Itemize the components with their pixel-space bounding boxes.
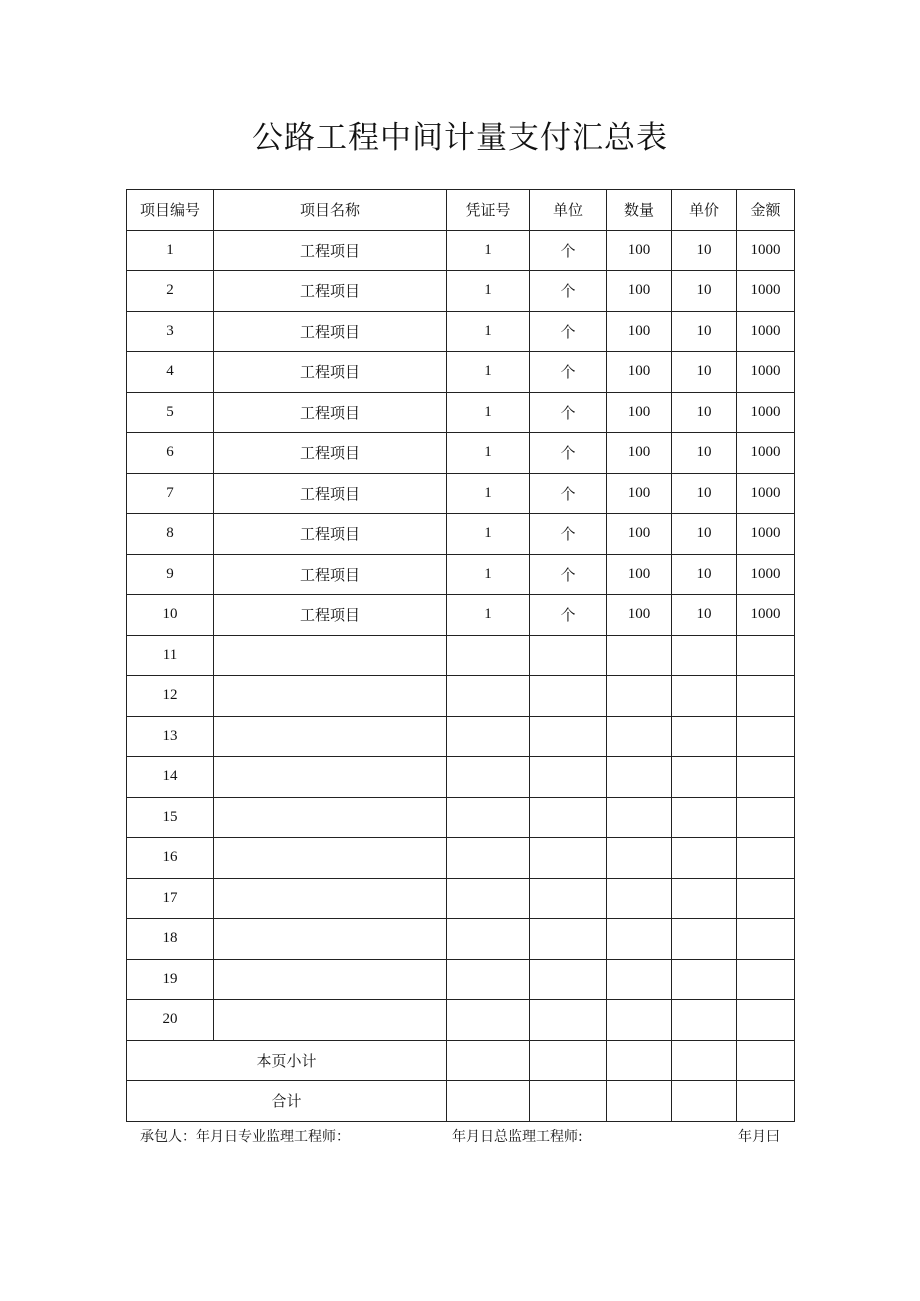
table-row xyxy=(127,676,795,717)
quantity-cell xyxy=(607,676,672,717)
total-cell xyxy=(672,1081,737,1122)
amount-cell xyxy=(737,878,795,919)
unit-price-cell: 10 xyxy=(672,311,737,352)
subtotal-cell xyxy=(737,1040,795,1081)
item-name-cell: 工程项目 xyxy=(214,595,447,636)
item-name-cell xyxy=(214,1000,447,1041)
unit-cell xyxy=(530,919,607,960)
item-name-cell: 工程项目 xyxy=(214,311,447,352)
quantity-cell: 100 xyxy=(607,473,672,514)
table-row xyxy=(127,595,795,636)
header-unit: 单位 xyxy=(530,190,607,231)
table-row xyxy=(127,554,795,595)
item-name-cell: 工程项目 xyxy=(214,514,447,555)
item-number-cell: 2 xyxy=(127,271,214,312)
unit-price-cell xyxy=(672,878,737,919)
unit-cell: 个 xyxy=(530,230,607,271)
item-name-cell xyxy=(214,716,447,757)
amount-cell xyxy=(737,716,795,757)
subtotal-label: 本页小计 xyxy=(127,1040,447,1081)
quantity-cell: 100 xyxy=(607,230,672,271)
page-title: 公路工程中间计量支付汇总表 xyxy=(252,120,668,156)
unit-cell xyxy=(530,838,607,879)
voucher-number-cell: 1 xyxy=(447,352,530,393)
payment-summary-table xyxy=(126,189,795,1122)
amount-cell: 1000 xyxy=(737,392,795,433)
header-amount: 金额 xyxy=(737,190,795,231)
chief-engineer-signature-line: 年月日总监理工程师: xyxy=(452,1129,583,1145)
total-cell xyxy=(737,1081,795,1122)
item-number-cell: 10 xyxy=(127,595,214,636)
voucher-number-cell xyxy=(447,757,530,798)
table-row xyxy=(127,392,795,433)
unit-cell xyxy=(530,797,607,838)
voucher-number-cell: 1 xyxy=(447,433,530,474)
quantity-cell xyxy=(607,959,672,1000)
amount-cell: 1000 xyxy=(737,352,795,393)
unit-cell xyxy=(530,1000,607,1041)
quantity-cell: 100 xyxy=(607,433,672,474)
unit-price-cell: 10 xyxy=(672,433,737,474)
voucher-number-cell xyxy=(447,676,530,717)
item-name-cell xyxy=(214,797,447,838)
table-row xyxy=(127,635,795,676)
amount-cell xyxy=(737,1000,795,1041)
unit-cell: 个 xyxy=(530,311,607,352)
quantity-cell xyxy=(607,757,672,798)
quantity-cell xyxy=(607,635,672,676)
item-name-cell xyxy=(214,959,447,1000)
total-cell xyxy=(607,1081,672,1122)
table-row xyxy=(127,797,795,838)
quantity-cell: 100 xyxy=(607,392,672,433)
item-number-cell: 3 xyxy=(127,311,214,352)
amount-cell xyxy=(737,797,795,838)
table-row xyxy=(127,919,795,960)
amount-cell xyxy=(737,919,795,960)
item-name-cell: 工程项目 xyxy=(214,473,447,514)
item-number-cell: 9 xyxy=(127,554,214,595)
voucher-number-cell: 1 xyxy=(447,473,530,514)
amount-cell: 1000 xyxy=(737,271,795,312)
voucher-number-cell xyxy=(447,959,530,1000)
voucher-number-cell xyxy=(447,1000,530,1041)
voucher-number-cell xyxy=(447,635,530,676)
item-number-cell: 11 xyxy=(127,635,214,676)
unit-price-cell xyxy=(672,716,737,757)
item-name-cell xyxy=(214,919,447,960)
table-row xyxy=(127,757,795,798)
subtotal-cell xyxy=(607,1040,672,1081)
amount-cell: 1000 xyxy=(737,230,795,271)
header-item-name: 项目名称 xyxy=(214,190,447,231)
voucher-number-cell xyxy=(447,797,530,838)
amount-cell: 1000 xyxy=(737,595,795,636)
table-row xyxy=(127,1000,795,1041)
unit-cell xyxy=(530,716,607,757)
table-header-row xyxy=(127,190,795,231)
quantity-cell: 100 xyxy=(607,311,672,352)
header-voucher-number: 凭证号 xyxy=(447,190,530,231)
subtotal-row xyxy=(127,1040,795,1081)
amount-cell: 1000 xyxy=(737,554,795,595)
unit-price-cell xyxy=(672,757,737,798)
unit-price-cell xyxy=(672,1000,737,1041)
table-row xyxy=(127,311,795,352)
table-row xyxy=(127,433,795,474)
unit-cell: 个 xyxy=(530,352,607,393)
item-number-cell: 5 xyxy=(127,392,214,433)
amount-cell: 1000 xyxy=(737,311,795,352)
table-row xyxy=(127,878,795,919)
quantity-cell xyxy=(607,1000,672,1041)
unit-price-cell: 10 xyxy=(672,473,737,514)
unit-cell: 个 xyxy=(530,595,607,636)
amount-cell xyxy=(737,959,795,1000)
unit-price-cell xyxy=(672,635,737,676)
signature-footer xyxy=(140,1126,780,1148)
unit-cell: 个 xyxy=(530,514,607,555)
item-name-cell: 工程项目 xyxy=(214,554,447,595)
item-name-cell xyxy=(214,838,447,879)
voucher-number-cell: 1 xyxy=(447,595,530,636)
unit-price-cell xyxy=(672,797,737,838)
unit-cell xyxy=(530,676,607,717)
quantity-cell: 100 xyxy=(607,352,672,393)
item-number-cell: 6 xyxy=(127,433,214,474)
unit-price-cell: 10 xyxy=(672,595,737,636)
table-row xyxy=(127,352,795,393)
item-name-cell: 工程项目 xyxy=(214,230,447,271)
table-row xyxy=(127,230,795,271)
quantity-cell: 100 xyxy=(607,595,672,636)
voucher-number-cell xyxy=(447,716,530,757)
table-row xyxy=(127,959,795,1000)
table-row xyxy=(127,838,795,879)
table-row xyxy=(127,271,795,312)
unit-price-cell: 10 xyxy=(672,514,737,555)
voucher-number-cell xyxy=(447,878,530,919)
header-item-number: 项目编号 xyxy=(127,190,214,231)
voucher-number-cell: 1 xyxy=(447,311,530,352)
item-number-cell: 15 xyxy=(127,797,214,838)
table-body xyxy=(127,230,795,1040)
item-number-cell: 8 xyxy=(127,514,214,555)
amount-cell: 1000 xyxy=(737,514,795,555)
voucher-number-cell: 1 xyxy=(447,514,530,555)
quantity-cell xyxy=(607,716,672,757)
voucher-number-cell: 1 xyxy=(447,230,530,271)
total-cell xyxy=(530,1081,607,1122)
subtotal-cell xyxy=(530,1040,607,1081)
header-unit-price: 单价 xyxy=(672,190,737,231)
item-name-cell: 工程项目 xyxy=(214,352,447,393)
item-number-cell: 4 xyxy=(127,352,214,393)
contractor-signature-line: 承包人：年月日专业监理工程师： xyxy=(140,1129,350,1145)
voucher-number-cell: 1 xyxy=(447,271,530,312)
unit-price-cell xyxy=(672,959,737,1000)
item-name-cell xyxy=(214,757,447,798)
unit-price-cell: 10 xyxy=(672,230,737,271)
item-number-cell: 7 xyxy=(127,473,214,514)
voucher-number-cell xyxy=(447,919,530,960)
quantity-cell: 100 xyxy=(607,514,672,555)
amount-cell xyxy=(737,838,795,879)
voucher-number-cell: 1 xyxy=(447,554,530,595)
voucher-number-cell xyxy=(447,838,530,879)
item-number-cell: 20 xyxy=(127,1000,214,1041)
item-name-cell xyxy=(214,635,447,676)
amount-cell xyxy=(737,757,795,798)
quantity-cell xyxy=(607,838,672,879)
unit-cell xyxy=(530,757,607,798)
item-name-cell xyxy=(214,676,447,717)
item-number-cell: 17 xyxy=(127,878,214,919)
unit-price-cell: 10 xyxy=(672,352,737,393)
item-number-cell: 18 xyxy=(127,919,214,960)
amount-cell: 1000 xyxy=(737,433,795,474)
subtotal-cell xyxy=(447,1040,530,1081)
unit-cell: 个 xyxy=(530,554,607,595)
unit-cell: 个 xyxy=(530,433,607,474)
quantity-cell: 100 xyxy=(607,554,672,595)
item-number-cell: 16 xyxy=(127,838,214,879)
total-row xyxy=(127,1081,795,1122)
unit-price-cell xyxy=(672,676,737,717)
unit-cell: 个 xyxy=(530,392,607,433)
item-number-cell: 19 xyxy=(127,959,214,1000)
unit-cell: 个 xyxy=(530,473,607,514)
unit-cell: 个 xyxy=(530,271,607,312)
unit-price-cell: 10 xyxy=(672,392,737,433)
item-number-cell: 1 xyxy=(127,230,214,271)
item-name-cell: 工程项目 xyxy=(214,271,447,312)
unit-price-cell xyxy=(672,838,737,879)
unit-cell xyxy=(530,635,607,676)
amount-cell xyxy=(737,635,795,676)
unit-cell xyxy=(530,878,607,919)
unit-price-cell xyxy=(672,919,737,960)
quantity-cell: 100 xyxy=(607,271,672,312)
table-row xyxy=(127,716,795,757)
subtotal-cell xyxy=(672,1040,737,1081)
table-row xyxy=(127,514,795,555)
quantity-cell xyxy=(607,797,672,838)
total-cell xyxy=(447,1081,530,1122)
item-name-cell: 工程项目 xyxy=(214,392,447,433)
amount-cell xyxy=(737,676,795,717)
item-number-cell: 12 xyxy=(127,676,214,717)
voucher-number-cell: 1 xyxy=(447,392,530,433)
total-label: 合计 xyxy=(127,1081,447,1122)
unit-price-cell: 10 xyxy=(672,271,737,312)
item-number-cell: 13 xyxy=(127,716,214,757)
item-name-cell: 工程项目 xyxy=(214,433,447,474)
date-line: 年月曰 xyxy=(738,1129,780,1145)
quantity-cell xyxy=(607,878,672,919)
table-row xyxy=(127,473,795,514)
amount-cell: 1000 xyxy=(737,473,795,514)
item-name-cell xyxy=(214,878,447,919)
quantity-cell xyxy=(607,919,672,960)
unit-price-cell: 10 xyxy=(672,554,737,595)
unit-cell xyxy=(530,959,607,1000)
item-number-cell: 14 xyxy=(127,757,214,798)
header-quantity: 数量 xyxy=(607,190,672,231)
